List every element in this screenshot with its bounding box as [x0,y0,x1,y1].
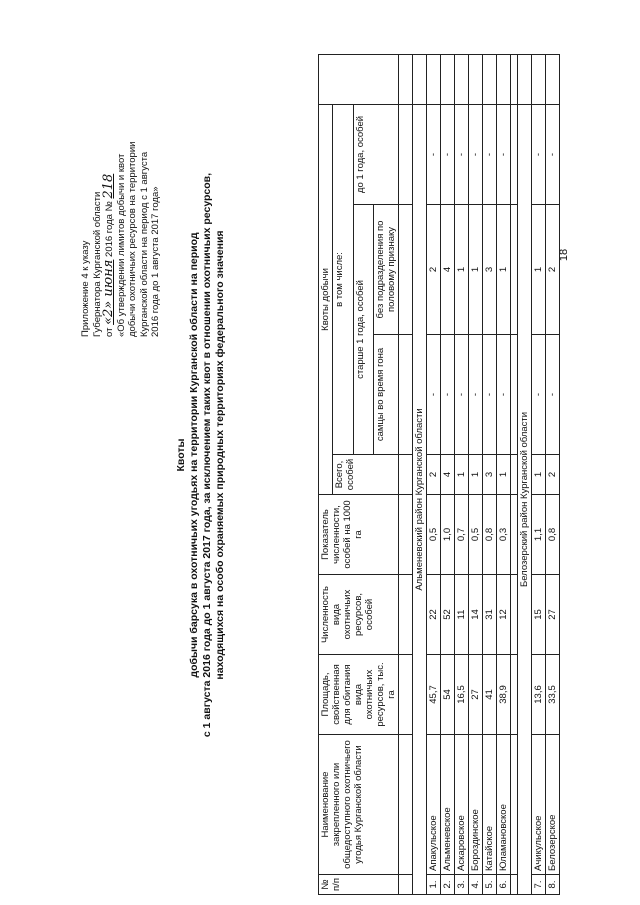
gap-cell [511,205,518,335]
cell-density: 0,7 [455,495,469,575]
header-spacer-row [399,54,413,894]
cell-young: - [497,104,511,204]
cell-young: - [532,104,546,204]
table-row [469,54,483,894]
cell-num: 2. [441,875,455,895]
cell-blank [483,54,497,104]
cell-young: - [546,104,560,204]
cell-blank [427,54,441,104]
header-name: Наименование закрепленного или общедоступного охотничьего угодья Курганской области [319,735,399,875]
cell-name: Бороздинское [469,735,483,875]
cell-total: 2 [546,455,560,495]
table-row [532,54,546,894]
cell-area: 45,7 [427,655,441,735]
cell-pop: 11 [455,575,469,655]
table-row [497,54,511,894]
header-population: Численность вида охотничьих ресурсов, особей [319,575,399,655]
spacer-cell [399,575,413,655]
appendix-line: «Об утверждении лимитов добычи и квот [115,153,127,337]
header-density: Показатель численности, особей на 1000 га [319,495,399,575]
cell-name: Белозерское [546,735,560,875]
cell-total: 1 [497,455,511,495]
title-line: добычи барсука в охотничьих угодьях на территории Курганской области на период [188,232,200,678]
section-title: Белозерский район Курганской области [518,104,532,894]
cell-name: Катайское [483,735,497,875]
section-blank [518,54,532,104]
cell-pop: 15 [532,575,546,655]
cell-pop: 12 [497,575,511,655]
cell-blank [441,54,455,104]
appendix-middle: 2016 года № [104,201,115,257]
cell-density: 0,5 [469,495,483,575]
header-males: самцы во время гона [374,335,399,455]
header-num: № п/п [319,875,399,895]
gap-row [511,54,518,894]
spacer-cell [399,655,413,735]
cell-blank [455,54,469,104]
gap-cell [511,335,518,455]
appendix-line: 2016 года до 1 августа 2017 года» [150,186,161,337]
gap-cell [511,54,518,104]
header-young: до 1 года, особей [353,104,399,204]
cell-num: 1. [427,875,441,895]
header-nosex: без подразделения по половому признаку [374,205,399,335]
title-line: Квоты [175,438,187,472]
cell-males: - [455,335,469,455]
cell-density: 0,8 [546,495,560,575]
cell-num: 8. [546,875,560,895]
cell-nosex: 1 [532,205,546,335]
cell-total: 1 [532,455,546,495]
spacer-cell [399,735,413,875]
cell-density: 0,3 [497,495,511,575]
section-title: Альменевский район Курганской области [413,104,427,894]
appendix-line: Приложение 4 к указу [80,240,91,337]
cell-blank [497,54,511,104]
title-line: находящихся на особо охраняемых природных территориях федерального значения [214,230,226,680]
table-row [455,54,469,894]
gap-cell [511,655,518,735]
cell-density: 1,1 [532,495,546,575]
header-blank [319,54,399,104]
cell-males: - [497,335,511,455]
cell-nosex: 2 [427,205,441,335]
cell-pop: 27 [546,575,560,655]
gap-cell [511,575,518,655]
cell-young: - [483,104,497,204]
gap-cell [511,455,518,495]
cell-males: - [532,335,546,455]
gap-cell [511,735,518,875]
cell-males: - [441,335,455,455]
section-row [518,54,532,894]
cell-males: - [469,335,483,455]
cell-males: - [427,335,441,455]
cell-blank [546,54,560,104]
document-title [175,155,227,755]
section-blank [413,54,427,104]
spacer-cell [399,875,413,895]
table-row [483,54,497,894]
handwritten-number: 218 [101,173,116,199]
cell-nosex: 1 [455,205,469,335]
cell-blank [469,54,483,104]
page-number: 18 [558,248,570,262]
cell-total: 3 [483,455,497,495]
appendix-date-line [103,37,116,337]
cell-area: 38,9 [497,655,511,735]
cell-density: 0,8 [483,495,497,575]
cell-nosex: 1 [469,205,483,335]
cell-name: Юламановское [497,735,511,875]
handwritten-date: «2» июня [101,259,116,325]
cell-pop: 22 [427,575,441,655]
cell-name: Альменевское [441,735,455,875]
spacer-cell [399,495,413,575]
header-row [319,54,333,894]
appendix-header [80,37,162,337]
cell-density: 0,5 [427,495,441,575]
header-total: Всего, особей [333,455,399,495]
cell-nosex: 3 [483,205,497,335]
cell-total: 4 [441,455,455,495]
cell-males: - [483,335,497,455]
cell-name: Ачикульское [532,735,546,875]
table-row [427,54,441,894]
cell-young: - [469,104,483,204]
cell-pop: 14 [469,575,483,655]
cell-total: 1 [469,455,483,495]
cell-young: - [427,104,441,204]
cell-young: - [455,104,469,204]
cell-area: 13,6 [532,655,546,735]
cell-area: 16,5 [455,655,469,735]
spacer-cell [399,455,413,495]
appendix-line: Губернатора Курганской области [91,191,103,337]
cell-num: 3. [455,875,469,895]
cell-males: - [546,335,560,455]
cell-pop: 31 [483,575,497,655]
spacer-cell [399,335,413,455]
title-line: с 1 августа 2016 года до 1 августа 2017 года, за исключением таких квот в отношении охотничьих ресурсов, [201,172,213,738]
spacer-cell [399,205,413,335]
cell-pop: 52 [441,575,455,655]
cell-total: 1 [455,455,469,495]
header-including: в том числе: [333,104,354,454]
table-row [546,54,560,894]
header-older: старше 1 года, особей [353,205,374,455]
spacer-cell [399,54,413,104]
cell-nosex: 2 [546,205,560,335]
gap-cell [511,495,518,575]
cell-num: 5. [483,875,497,895]
cell-num: 6. [497,875,511,895]
cell-area: 33,5 [546,655,560,735]
cell-nosex: 4 [441,205,455,335]
quota-table [318,54,560,895]
cell-blank [532,54,546,104]
appendix-line: Курганской области на период с 1 августа [138,151,150,337]
gap-cell [511,104,518,204]
table-row [441,54,455,894]
cell-area: 41 [483,655,497,735]
cell-area: 54 [441,655,455,735]
cell-num: 7. [532,875,546,895]
cell-area: 27 [469,655,483,735]
header-area: Площадь, свойственная для обитания вида охотничьих ресурсов, тыс. га [319,655,399,735]
cell-young: - [441,104,455,204]
cell-density: 1,0 [441,495,455,575]
appendix-prefix: от [104,327,115,337]
cell-nosex: 1 [497,205,511,335]
cell-name: Аскаровское [455,735,469,875]
spacer-cell [399,104,413,204]
gap-cell [511,875,518,895]
cell-total: 2 [427,455,441,495]
header-quota: Квоты добычи [319,104,333,494]
appendix-line: добычи охотничьих ресурсов на территории [127,141,138,337]
section-row [413,54,427,894]
cell-num: 4. [469,875,483,895]
cell-name: Апакульское [427,735,441,875]
